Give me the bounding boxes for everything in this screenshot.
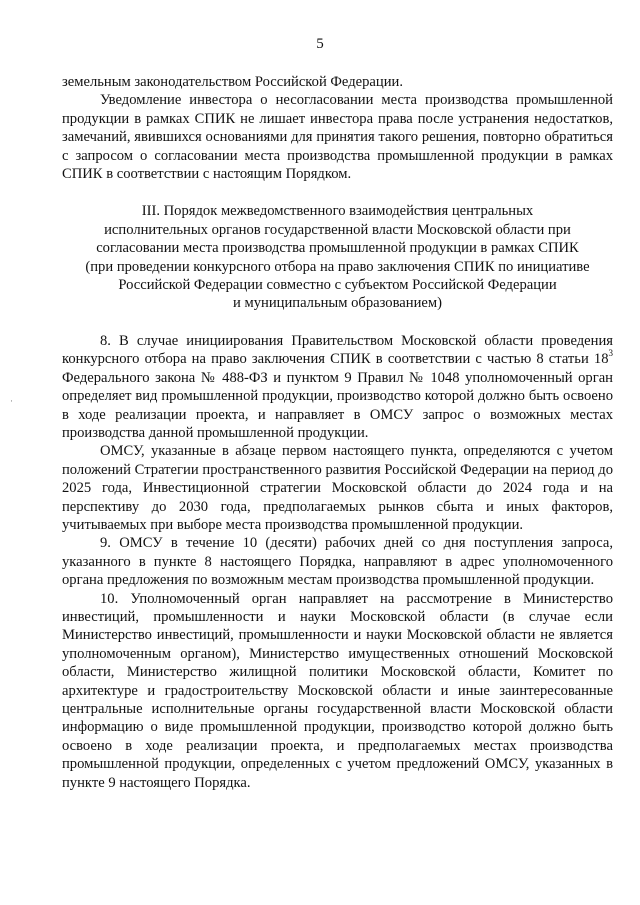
- paragraph-item-10: 10. Уполномоченный орган направляет на рассмотрение в Министерство инвестиций, промышленности и науки Московской области (в случае если Министерство инвестиций, промышленности и науки Московской области не является уполномоченным органом), Министерство имущественных отношений Московской области, Министерство жилищной политики Московской области, Комитет по архитектуре и градостроительству Московской области и иные заинтересованные центральные исполнительные органы государственной власти Московской области информацию о виде промышленной продукции, производство которой должно быть освоено в ходе реализации проекта, и предполагаемых местах производства промышленной продукции, определенных с учетом предложений ОМСУ, указанных в пункте 9 настоящего Порядка.: [62, 590, 613, 791]
- paragraph-item-8-part1: 8. В случае инициирования Правительством Московской области проведения конкурсного отбора на право заключения СПИК в соответствии с частью 8 статьи 18: [62, 332, 613, 368]
- section-heading: [62, 202, 613, 312]
- heading-line: III. Порядок межведомственного взаимодействия центральных: [141, 203, 534, 220]
- page-number: 5: [316, 36, 324, 52]
- heading-line: Российской Федерации совместно с субъектом Российской Федерации: [118, 277, 557, 294]
- heading-line: исполнительных органов государственной власти Московской области при: [104, 221, 571, 238]
- paragraph-notification: Уведомление инвестора о несогласовании места производства промышленной продукции в рамках СПИК не лишает инвестора права после устранения недостатков, замечаний, явившихся основаниями для принятия такого решения, повторно обратиться с запросом о согласовании места производства промышленной продукции в рамках СПИК в соответствии с настоящим Порядком.: [62, 92, 613, 183]
- paragraph-continuation: земельным законодательством Российской Федерации.: [62, 74, 403, 90]
- heading-line: согласовании места производства промышленной продукции в рамках СПИК: [96, 240, 579, 257]
- heading-line: (при проведении конкурсного отбора на право заключения СПИК по инициативе: [85, 258, 590, 275]
- paragraph-item-8-part2: Федерального закона № 488-ФЗ и пунктом 9 Правил № 1048 уполномоченный орган определяет вид промышленной продукции, производство которой должно быть освоено в ходе реализации проекта, и направляет в ОМСУ запрос о возможных местах производства данной промышленной продукции.: [62, 369, 613, 441]
- paragraph-item-8-omsu: ОМСУ, указанные в абзаце первом настоящего пункта, определяются с учетом положений Стратегии пространственного развития Российской Федерации на период до 2025 года, Инвестиционной стратегии Московской области до 2024 года и на перспективу до 2030 года, предполагаемых рынков сбыта и иных факторов, учитываемых при выборе места производства промышленной продукции.: [62, 443, 613, 533]
- margin-mark: ·: [10, 396, 13, 406]
- heading-line: и муниципальным образованием): [233, 295, 442, 312]
- paragraph-item-8: [62, 332, 613, 442]
- superscript: 3: [608, 348, 613, 359]
- paragraph-item-9: 9. ОМСУ в течение 10 (десяти) рабочих дней со дня поступления запроса, указанного в пункте 8 настоящего Порядка, направляют в адрес уполномоченного органа предложения по возможным местам производства промышленной продукции.: [62, 535, 613, 589]
- document-body: [62, 73, 613, 792]
